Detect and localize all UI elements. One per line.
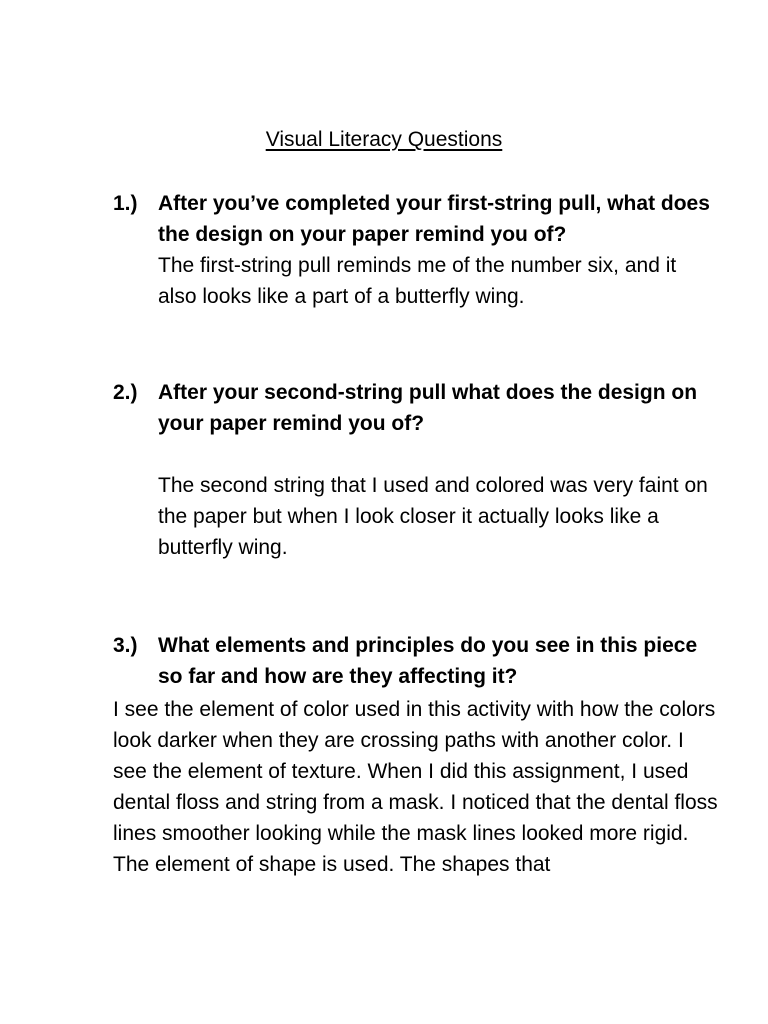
- question-1-number: 1.): [113, 192, 138, 215]
- question-2-number: 2.): [113, 381, 138, 404]
- question-2-block: [158, 377, 718, 563]
- question-2-prompt: After your second-string pull what does the design on your paper remind you of?: [158, 381, 698, 435]
- document-title: Visual Literacy Questions: [265, 128, 503, 151]
- question-3-prompt: What elements and principles do you see in this piece so far and how are they affecting it?: [158, 634, 698, 688]
- question-3-block: [158, 630, 718, 692]
- question-1-answer: The first-string pull reminds me of the number six, and it also looks like a part of a butterfly wing.: [158, 254, 677, 308]
- question-3-number: 3.): [113, 634, 138, 657]
- question-1-block: [158, 188, 718, 312]
- question-1-prompt: After you’ve completed your first-string pull, what does the design on your paper remind you of?: [158, 192, 710, 246]
- question-3-answer: I see the element of color used in this activity with how the colors look darker when they are crossing paths with another color. I see the element of texture. When I did this assignment, I used dental floss and string from a mask. I noticed that the dental floss lines smoother looking while the mask lines looked more rigid. The element of shape is used. The shapes that: [113, 698, 718, 876]
- question-2-answer: The second string that I used and colored was very faint on the paper but when I look closer it actually looks like a butterfly wing.: [158, 474, 708, 559]
